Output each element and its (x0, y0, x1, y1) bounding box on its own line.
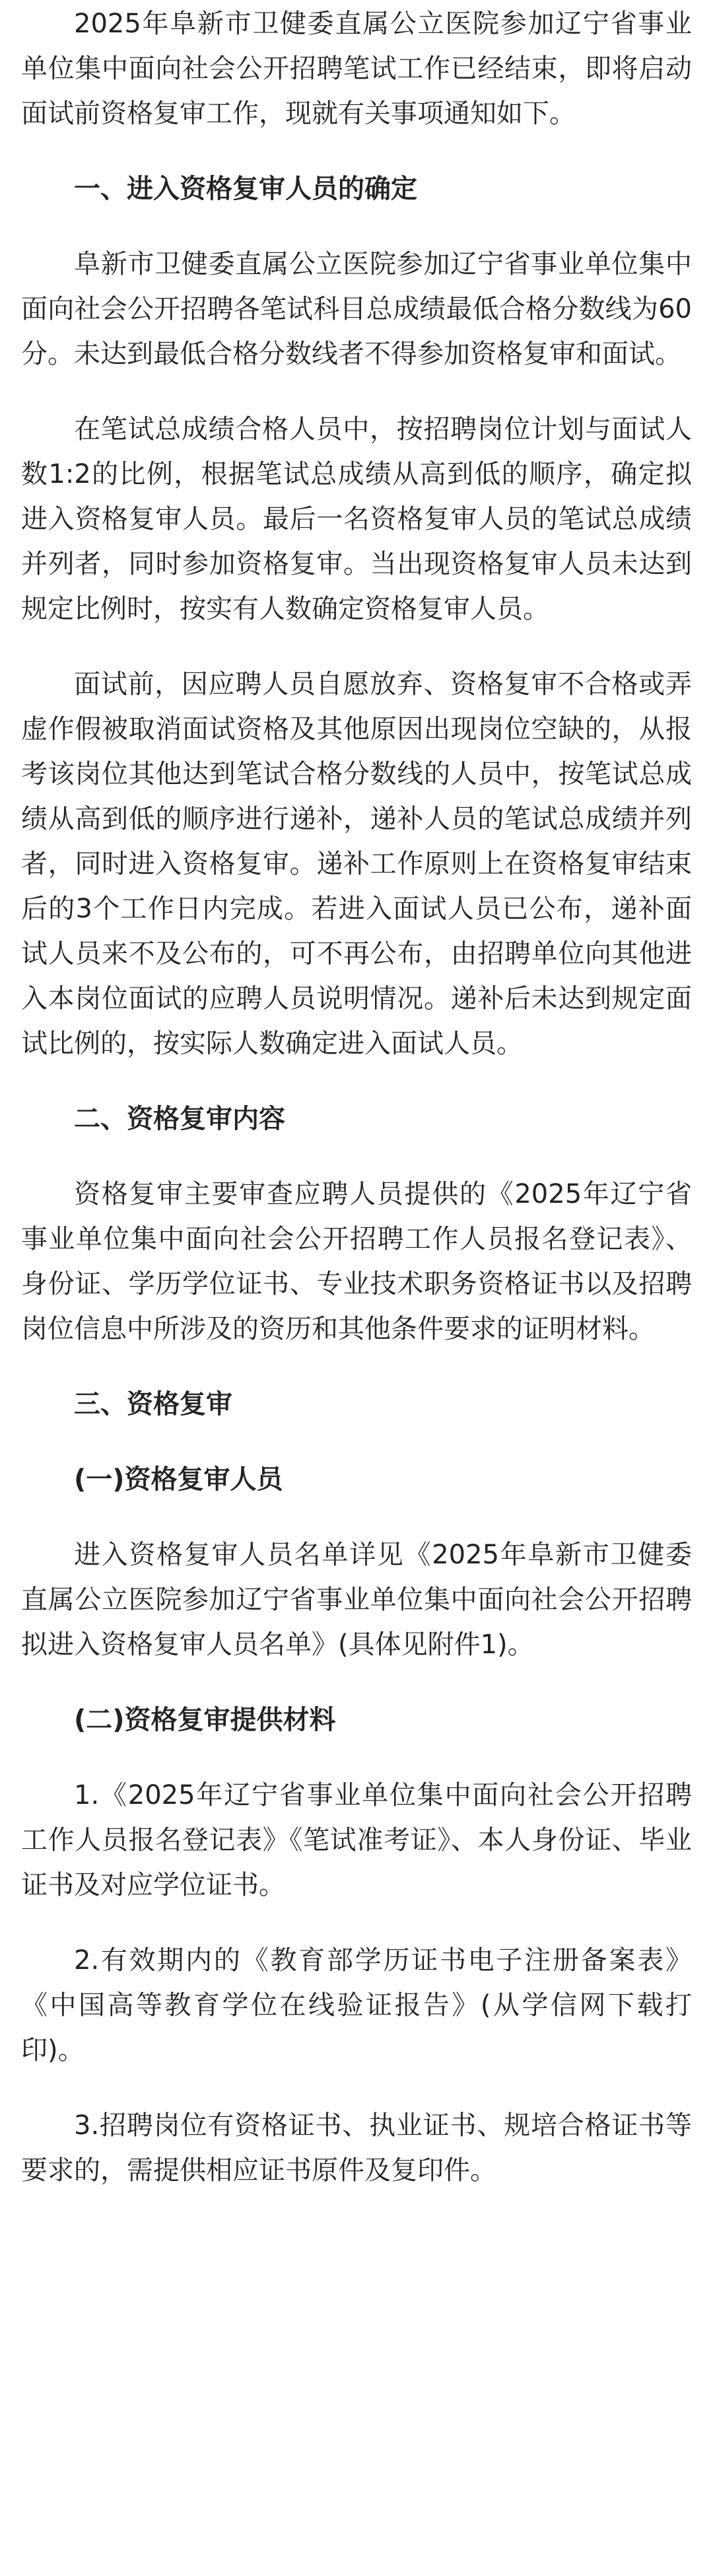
list-item-paragraph: 2.有效期内的《教育部学历证书电子注册备案表》《中国高等教育学位在线验证报告》(从学信网下载打印)。 (21, 1945, 692, 2065)
section-heading-3: 三、资格复审 (74, 1389, 232, 1419)
paragraph: 资格复审主要审查应聘人员提供的《2025年辽宁省事业单位集中面向社会公开招聘工作人员报名登记表》、身份证、学历学位证书、专业技术职务资格证书以及招聘岗位信息中所涉及的资历和其他条件要求的证明材料。 (21, 1179, 692, 1344)
intro-paragraph: 2025年阜新市卫健委直属公立医院参加辽宁省事业单位集中面向社会公开招聘笔试工作已经结束，即将启动面试前资格复审工作，现就有关事项通知如下。 (21, 9, 692, 129)
paragraph: 面试前，因应聘人员自愿放弃、资格复审不合格或弄虚作假被取消面试资格及其他原因出现岗位空缺的，从报考该岗位其他达到笔试合格分数线的人员中，按笔试总成绩从高到低的顺序进行递补，递补人员的笔试总成绩并列者，同时进入资格复审。递补工作原则上在资格复审结束后的3个工作日内完成。若进入面试人员已公布，递补面试人员来不及公布的，可不再公布，由招聘单位向其他进入本岗位面试的应聘人员说明情况。递补后未达到规定面试比例的，按实际人数确定进入面试人员。 (21, 669, 692, 1059)
section-heading-1: 一、进入资格复审人员的确定 (74, 174, 417, 204)
list-item-paragraph: 1.《2025年辽宁省事业单位集中面向社会公开招聘工作人员报名登记表》《笔试准考证》、本人身份证、毕业证书及对应学位证书。 (21, 1780, 692, 1900)
subsection-heading-2: (二)资格复审提供材料 (74, 1705, 336, 1735)
paragraph: 在笔试总成绩合格人员中，按招聘岗位计划与面试人数1:2的比例，根据笔试总成绩从高到低的顺序，确定拟进入资格复审人员。最后一名资格复审人员的笔试总成绩并列者，同时参加资格复审。当出现资格复审人员未达到规定比例时，按实有人数确定资格复审人员。 (21, 414, 692, 624)
paragraph: 进入资格复审人员名单详见《2025年阜新市卫健委直属公立医院参加辽宁省事业单位集中面向社会公开招聘拟进入资格复审人员名单》(具体见附件1)。 (21, 1540, 692, 1660)
section-heading-2: 二、资格复审内容 (74, 1104, 285, 1134)
paragraph: 阜新市卫健委直属公立医院参加辽宁省事业单位集中面向社会公开招聘各笔试科目总成绩最低合格分数线为60分。未达到最低合格分数线者不得参加资格复审和面试。 (21, 249, 692, 369)
list-item-paragraph: 3.招聘岗位有资格证书、执业证书、规培合格证书等要求的，需提供相应证书原件及复印件。 (21, 2110, 692, 2186)
subsection-heading-1: (一)资格复审人员 (74, 1464, 283, 1495)
